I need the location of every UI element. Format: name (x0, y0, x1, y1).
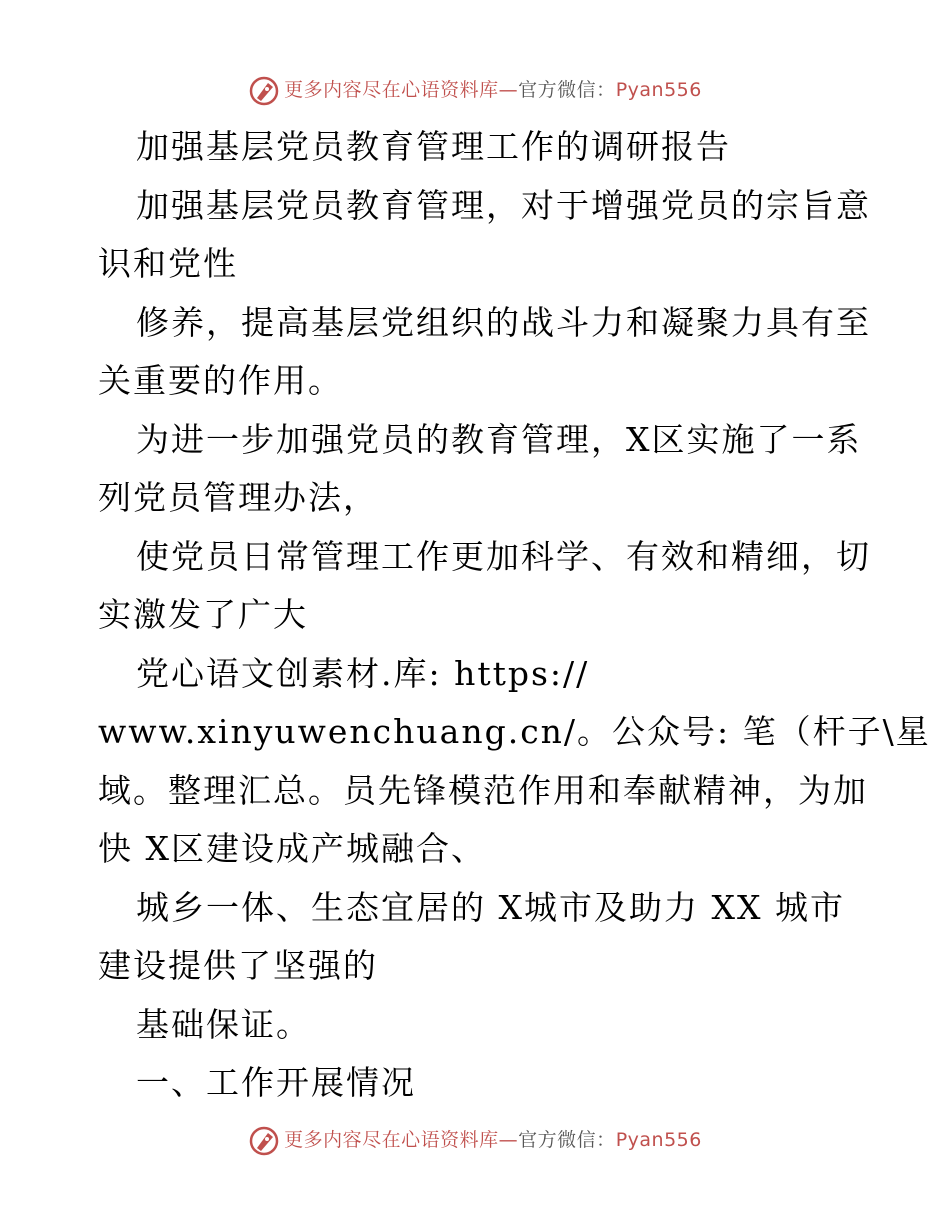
paragraph-line: 识和党性 (98, 244, 238, 283)
paragraph-line: 城乡一体、生态宜居的 X城市及助力 XX 城市 (136, 887, 845, 927)
paragraph-line: 实激发了广大 (98, 595, 308, 634)
paragraph-line: 加强基层党员教育管理，对于增强党员的宗旨意 (136, 185, 871, 225)
paragraph-line: 建设提供了坚强的 (98, 946, 378, 985)
paragraph-line: 列党员管理办法， (98, 478, 378, 517)
header-watermark-banner (0, 70, 950, 110)
paragraph-line: 关重要的作用。 (98, 361, 343, 400)
paragraph-line: www.xinyuwenchuang.cn/。公众号: 笔（杆子\星 (98, 712, 931, 751)
paragraph-line: 域。整理汇总。员先锋模范作用和奉献精神，为加 (98, 770, 868, 810)
paragraph-line: 使党员日常管理工作更加科学、有效和精细，切 (136, 536, 871, 576)
watermark-text: 更多内容尽在心语资料库—官方微信：Pyan556 (284, 79, 702, 101)
paragraph-line: 基础保证。 (136, 1004, 311, 1044)
paragraph-line: 快 X区建设成产城融合、 (98, 829, 486, 868)
pen-nib-logo-icon (248, 1124, 280, 1156)
pen-nib-logo-icon (248, 74, 280, 106)
paragraph-line: 修养，提高基层党组织的战斗力和凝聚力具有至 (136, 302, 871, 342)
paragraph-line: 党心语文创素材.库: https:// (136, 653, 590, 693)
section-heading: 一、工作开展情况 (136, 1063, 416, 1102)
paragraph-line: 为进一步加强党员的教育管理，X区实施了一系 (136, 419, 862, 459)
document-body (98, 118, 931, 1113)
watermark-text: 更多内容尽在心语资料库—官方微信：Pyan556 (284, 1129, 702, 1151)
document-title: 加强基层党员教育管理工作的调研报告 (136, 127, 731, 166)
footer-watermark-banner (0, 1120, 950, 1160)
